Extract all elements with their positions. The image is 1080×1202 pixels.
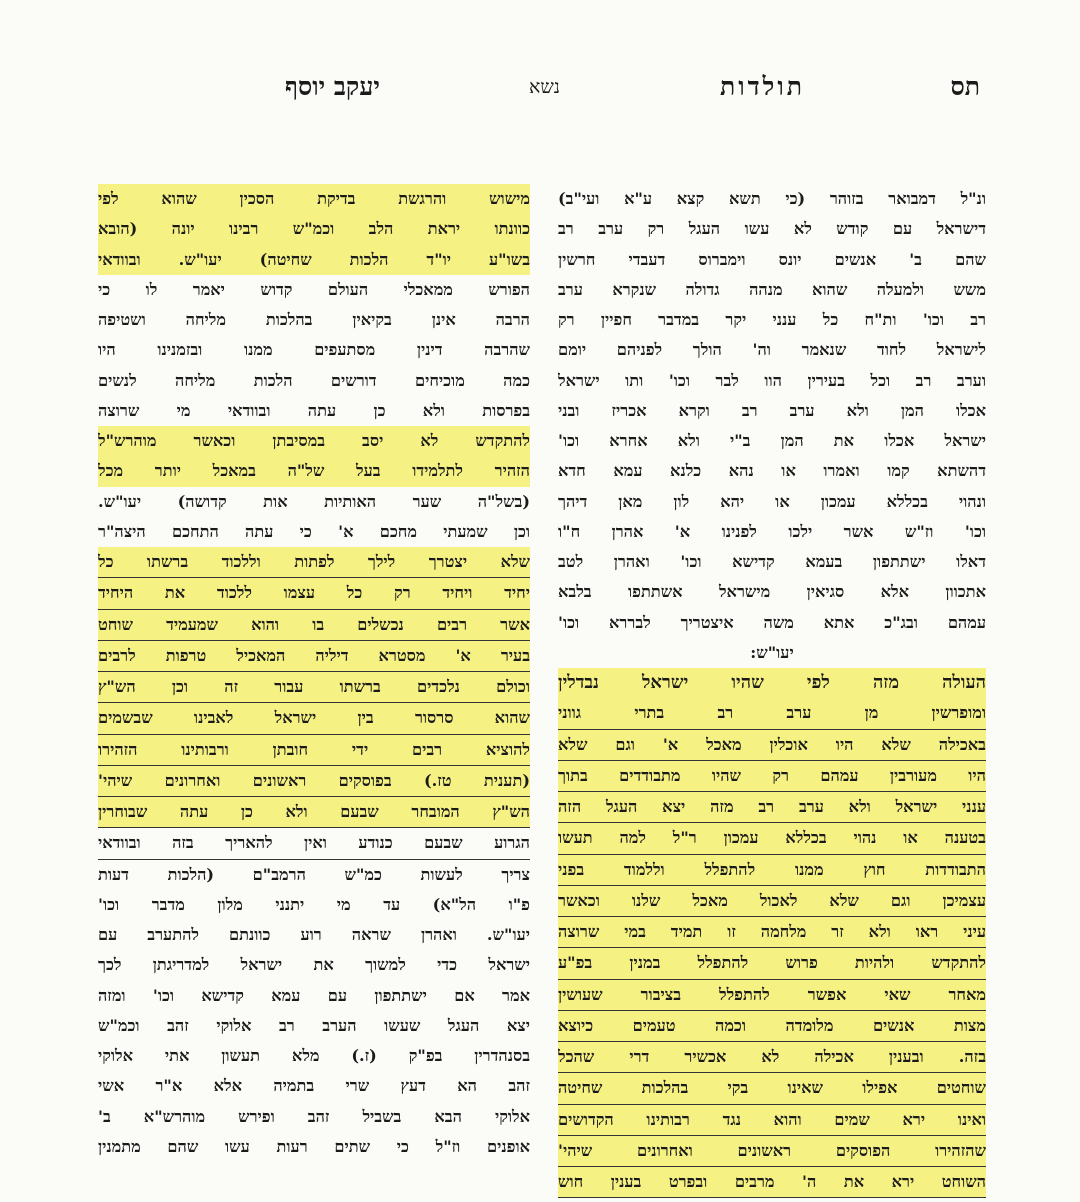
highlighted-line: מצות אנשים מלומדה וכמה טעמים כיוצא: [558, 1011, 986, 1042]
text-line: משש ולמעלה שהוא מנהה גדולה שנקרא ערב: [558, 279, 986, 299]
text-line: פ"ו הל"א) עד מי יתנני מלון מדבר וכו': [98, 894, 530, 914]
right-column: [558, 184, 986, 1198]
text-line: וכן שמעתי מחכם א' כי עתה התחכם היצה"ר: [98, 521, 530, 541]
highlighted-line: עיני ראו ולא זר מלחמה זו תמיד במי שרוצה: [558, 917, 986, 948]
highlighted-line: הש"ץ המובחר שבעם ולא כן עתה שבוחרין: [98, 797, 530, 828]
text-line: דהשתא קמו ואמרו או נהא כלנא עמא חדא: [558, 461, 986, 481]
text-line: זהב הא דעץ שרי בתמיה אלא א"ר אשי: [98, 1076, 530, 1096]
highlighted-line: יחיד ויחיד רק כל עצמו ללכוד את היחיד: [98, 578, 530, 609]
text-line: הפורש ממאכלי העולם קדוש יאמר לו כי: [98, 279, 530, 299]
text-line: כמה מוכיחים דורשים הלכות מליחה לנשים: [98, 370, 530, 390]
highlighted-line: להוציא רבים ידי חובתן ורבותינו הזהירו: [98, 735, 530, 766]
highlighted-line: הזהיר לתלמידו בעל של"ה במאכל יותר מכל: [98, 456, 530, 486]
page-header: [0, 72, 1080, 112]
text-line: וכו' וז"ש אשר ילכו לפנינו א' אהרן ח"ו: [558, 521, 986, 541]
book-name: יעקב יוסף: [285, 72, 380, 101]
text-line: ישראל אכלו את המן ב"י ולא אחרא וכו': [558, 431, 986, 450]
text-line: אכלו המן ולא ערב רב וקרא אכריז ובני: [558, 400, 986, 420]
text-line: יעו"ש. ואהרן שראה רוע כוונתם להתערב עם: [98, 925, 530, 944]
highlighted-line: אשר רבים נכשלים בו והוא שמעמיד שוחט: [98, 610, 530, 641]
highlighted-line: השוחט ירא את ה' מרבים ובפרט בענין חוש: [558, 1167, 986, 1198]
text-line: הגרוע שבעם כנודע ואין להאריך בזה ובוודאי: [98, 828, 530, 859]
highlighted-line: בשו"ע יו"ד הלכות שחיטה) יעו"ש. ובוודאי: [98, 245, 530, 275]
text-line: בסנהדרין בפ"ק (ז.) מלא תעשון אתי אלוקי: [98, 1046, 530, 1065]
highlighted-line: בזה. ובענין אכילה לא אכשיר דרי שהכל: [558, 1042, 986, 1073]
text-line: אמר אם ישתתפון עם עמא קדישא וכו' ומזה: [98, 985, 530, 1005]
highlighted-line: ומופרשין מן ערב רב בתרי גווני: [558, 698, 986, 729]
text-line: צריך לעשות כמ"ש הרמב"ם (הלכות דעות: [98, 864, 530, 884]
text-line: ונ"ל דמבואר בזוהר (כי תשא קצא ע"א ועי"ב): [558, 189, 986, 208]
highlighted-line: בטענה או נהוי בכללא עמכון ר"ל למה תעשו: [558, 823, 986, 854]
text-line: יעו"ש:: [750, 642, 794, 662]
text-line: רב וכו' ות"ח כל ענני יקר במדבר חפיין רק: [558, 310, 986, 329]
highlighted-line: וכולם נלכדים ברשתו עבור זה וכן הש"ץ: [98, 672, 530, 703]
highlighted-line: שהזהירו הפוסקים ראשונים ואחרונים שיהי': [558, 1136, 986, 1167]
highlighted-line: התבודדות חוץ ממנו להתפלל וללמוד בפני: [558, 855, 986, 886]
text-line: דאלו ישתתפון בעמא קדישא וכו' ואהרן לטב: [558, 552, 986, 571]
left-column: [98, 184, 530, 1162]
highlighted-line: מאחר שאי אפשר להתפלל בציבור שעושין: [558, 980, 986, 1011]
text-line: אופנים וז"ל כי שתים רעות עשו שהם מתמנין: [98, 1136, 530, 1156]
text-line: בפרסות ולא כן עתה ובוודאי מי שרוצה: [98, 400, 530, 420]
highlighted-line: שהוא סרסור בין ישראל לאבינו שבשמים: [98, 703, 530, 734]
highlighted-line: (תענית טז.) בפוסקים ראשונים ואחרונים שיהי': [98, 766, 530, 797]
text-line: שהרבה דינין מסתעפים ממנו ובזמנינו היו: [98, 340, 530, 360]
text-line: אתכוון אלא סגיאין מישראל אשתתפו בלבא: [558, 582, 986, 602]
highlighted-line: היו מעורבין עמהם רק שהיו מתבודדים בתוך: [558, 761, 986, 792]
highlighted-line: מישוש והרגשת בדיקת הסכין שהוא לפי: [98, 184, 530, 214]
parsha-name: נשא: [528, 76, 560, 98]
text-line: וערב רב וכל בעירין הוו לבר וכו' ותו ישראל: [558, 370, 986, 390]
highlighted-line: עצמיכן וגם שלא לאכול מאכל שלנו וכאשר: [558, 886, 986, 917]
text-line: דישראל עם קודש לא עשו העגל רק ערב רב: [558, 219, 986, 239]
highlighted-line: באכילה שלא היו אוכלין מאכל א' וגם שלא: [558, 730, 986, 761]
page-number: תס: [950, 72, 980, 101]
highlighted-line: כוונתו יראת הלב וכמ"ש רבינו יונה (הובא: [98, 214, 530, 244]
highlighted-line: להתקדש ולהיות פרוש להתפלל במנין בפ"ע: [558, 948, 986, 979]
text-line: הרבה אינן בקיאין בהלכות מליחה ושטיפה: [98, 310, 530, 329]
text-line: ישראל כדי למשוך את ישראל למדריגתן לכך: [98, 955, 530, 975]
text-line: אלוקי הבא בשביל זהב ופירש מוהרש"א ב': [98, 1106, 530, 1126]
text-line: לישראל לחוד שנאמר וה' הולך לפניהם יומם: [558, 340, 986, 360]
highlighted-line: ואינו ירא שמים והוא נגד רבותינו הקדושים: [558, 1105, 986, 1136]
highlighted-line: שוחטים אפילו שאינו בקי בהלכות שחיטה: [558, 1073, 986, 1104]
text-line: יצא העגל שעשו הערב רב אלוקי זהב וכמ"ש: [98, 1015, 530, 1035]
highlighted-line: ענני ישראל ולא ערב רב מזה יצא העגל הזה: [558, 792, 986, 823]
highlighted-line: שלא יצטרך לילך לפתות וללכוד ברשתו כל: [98, 547, 530, 578]
text-line: שהם ב' אנשים יונס וימברוס דעבדי חרשין: [558, 249, 986, 269]
page-title: תולדות: [719, 72, 805, 101]
text-line: עמהם ובג"כ אתא משה איצטריך לבררא וכו': [558, 612, 986, 632]
highlighted-line: בעיר א' מסטרא דיליה המאכיל טרפות לרבים: [98, 641, 530, 672]
text-line: ונהוי בכללא עמכון או יהא לון מאן דיהך: [558, 491, 986, 511]
highlighted-line: להתקדש לא יסב במסיבתן וכאשר מוהרש"ל: [98, 426, 530, 456]
text-line: (בשל"ה שער האותיות אות קדושה) יעו"ש.: [98, 491, 530, 511]
highlighted-line: העולה מזה לפי שהיו ישראל נבדלין: [558, 668, 986, 698]
